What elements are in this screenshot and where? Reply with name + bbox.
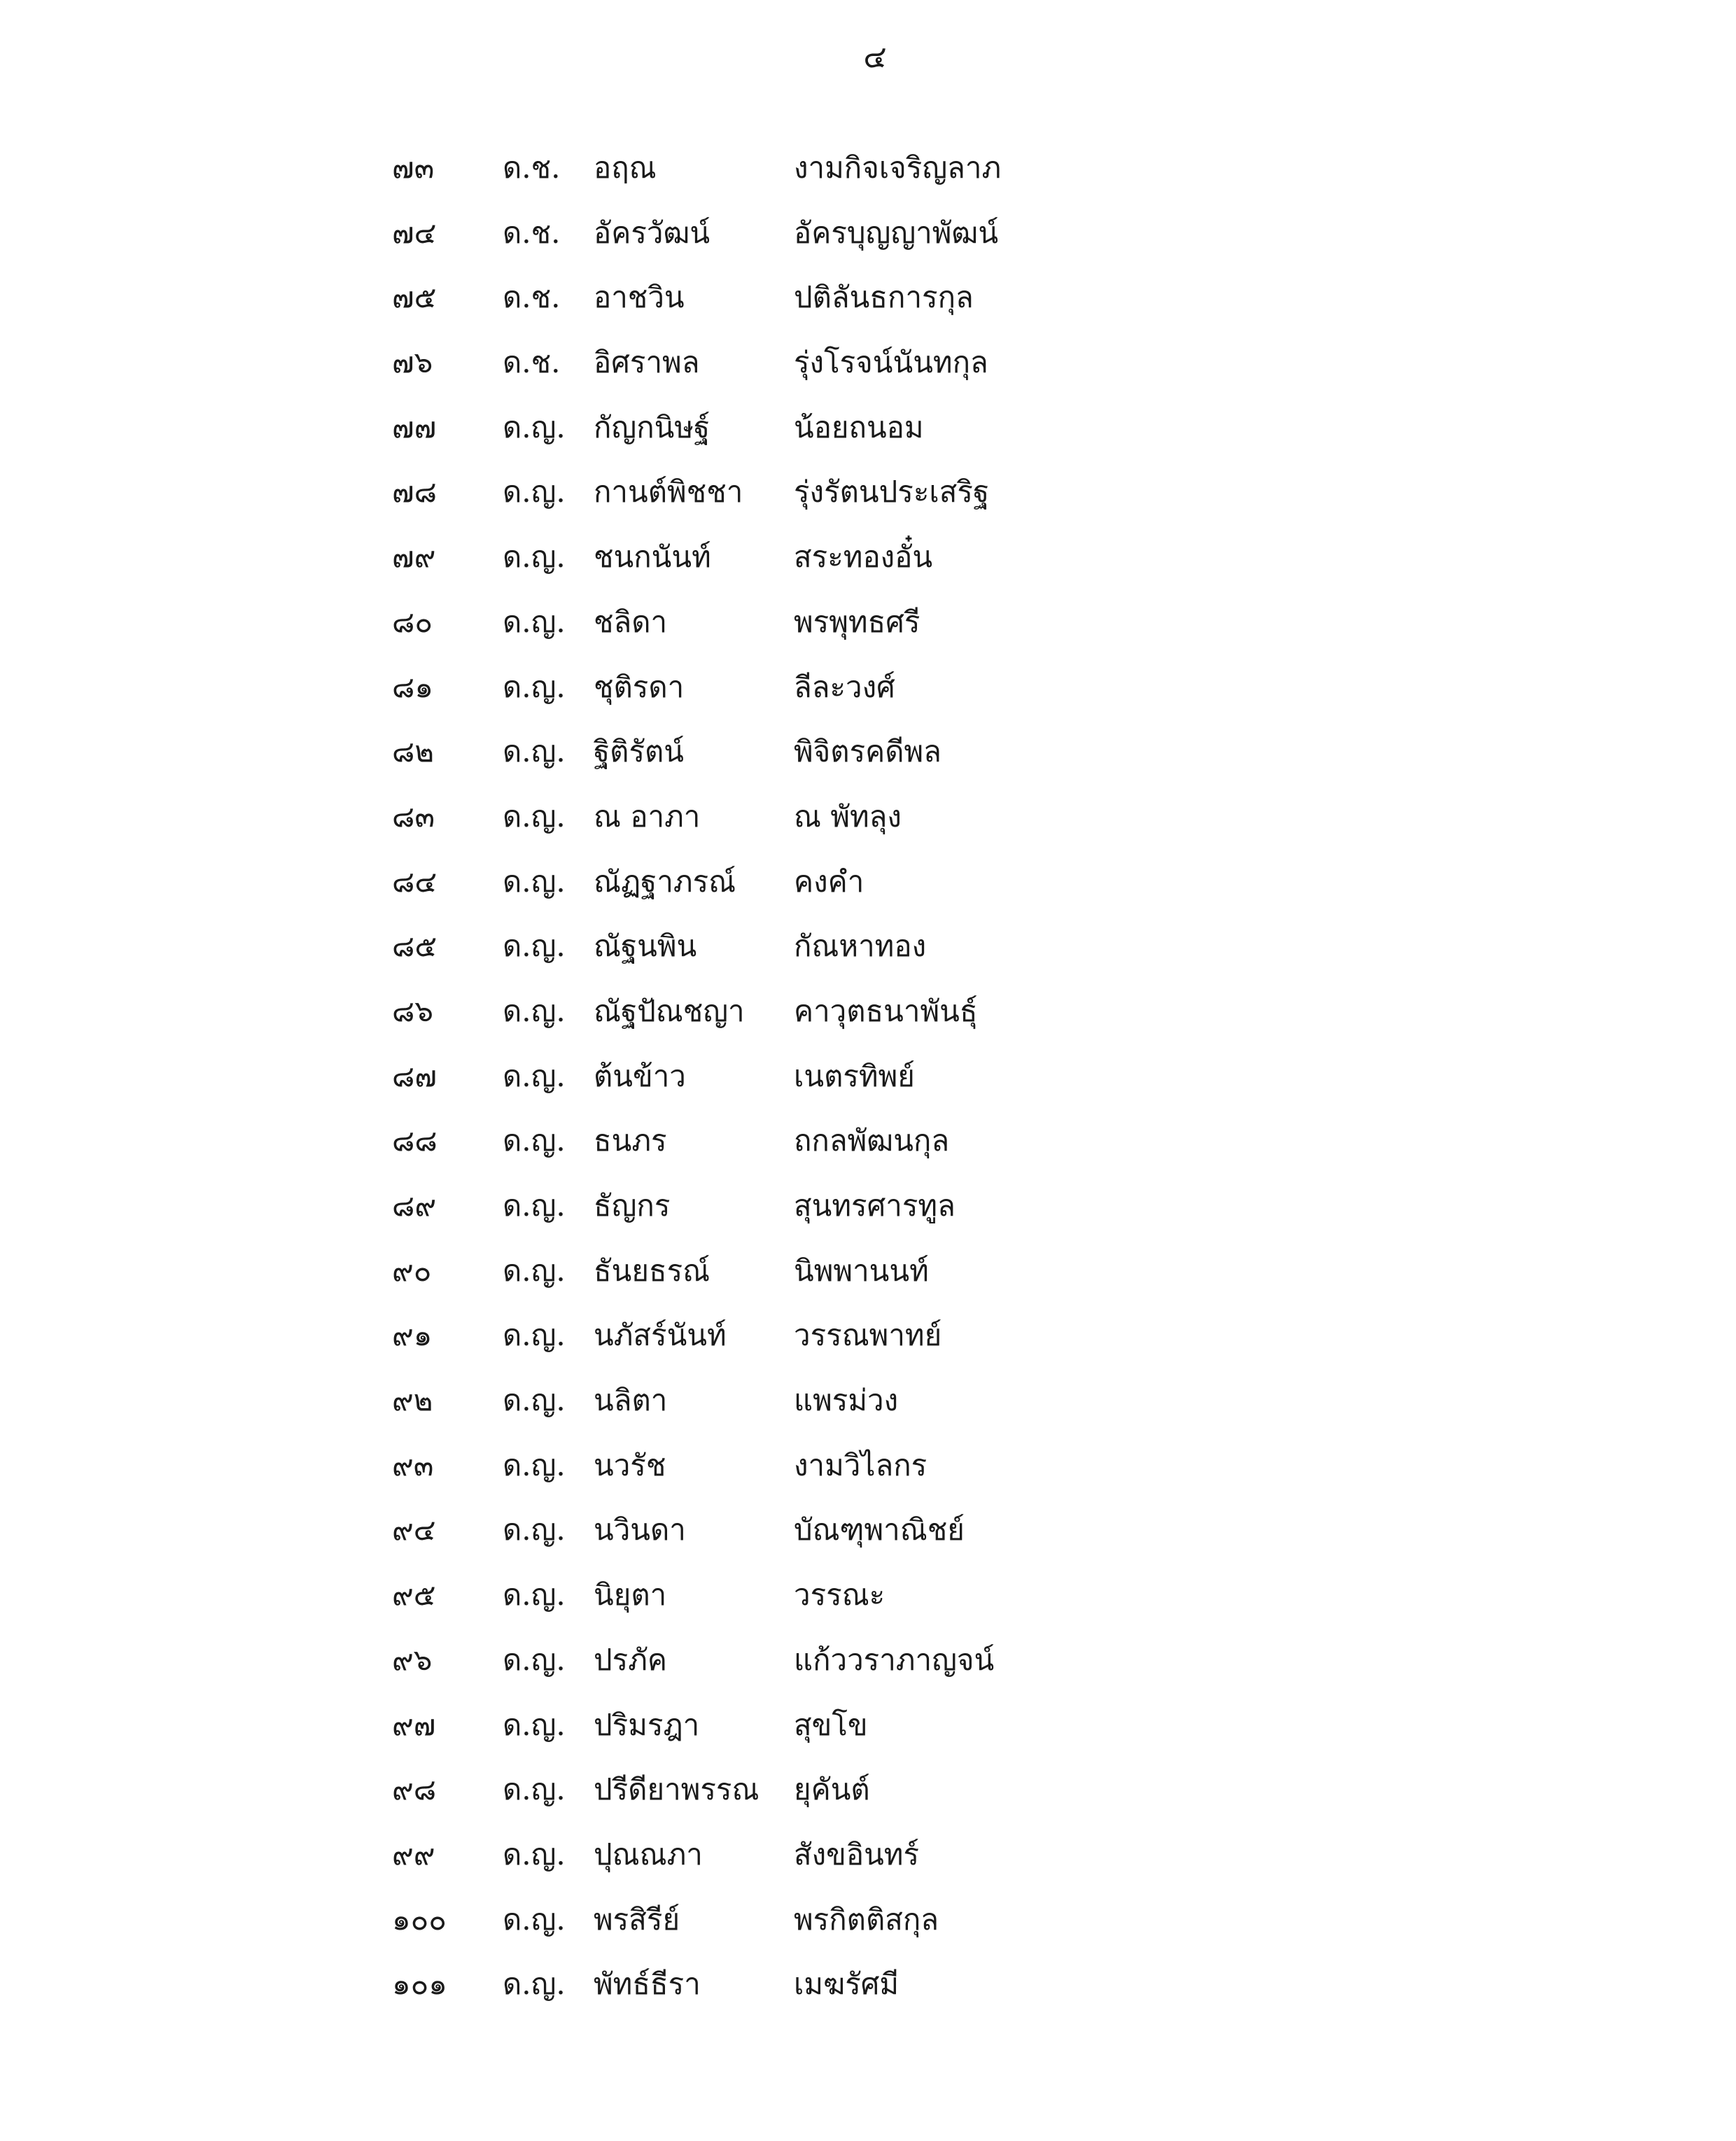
first-name: กัญกนิษฐ์ [594,409,710,444]
roster-row [0,1571,1736,1636]
student-roster [0,143,1736,2025]
row-number: ๗๙ [392,540,436,575]
row-number: ๙๒ [392,1383,433,1418]
first-name: พรสิรีย์ [594,1902,680,1937]
last-name: วรรณะ [794,1578,886,1613]
row-number: ๗๖ [392,345,433,380]
first-name: ณัฐปัณชญา [594,993,745,1028]
name-title: ด.ญ. [503,1447,566,1482]
name-title: ด.ญ. [503,1578,566,1613]
roster-row [0,1505,1736,1571]
last-name: บัณฑุพาณิชย์ [794,1512,965,1547]
page-number: ๔ [863,39,887,75]
roster-row [0,727,1736,792]
row-number: ๗๕ [392,280,437,315]
row-number: ๙๗ [392,1707,436,1742]
name-title: ด.ญ. [503,1188,566,1223]
name-title: ด.ญ. [503,669,566,704]
roster-row [0,273,1736,338]
roster-row [0,1765,1736,1830]
row-number: ๗๘ [392,475,437,510]
name-title: ด.ญ. [503,1123,566,1158]
first-name: อิศราพล [594,345,700,380]
row-number: ๙๕ [392,1578,436,1613]
last-name: งามกิจเจริญลาภ [794,150,1002,185]
row-number: ๘๗ [392,1058,437,1093]
row-number: ๘๐ [392,604,433,639]
first-name: ต้นข้าว [594,1058,686,1093]
first-name: พัทธ์ธีรา [594,1967,701,2002]
name-title: ด.ญ. [503,540,566,575]
roster-row [0,1441,1736,1506]
row-number: ๘๒ [392,734,435,769]
first-name: ปรภัค [594,1642,667,1677]
first-name: อาชวิน [594,280,685,315]
name-title: ด.ญ. [503,1967,566,2002]
row-number: ๗๗ [392,409,437,444]
name-title: ด.ญ. [503,993,566,1028]
last-name: คงคำ [794,864,864,899]
last-name: ถกลพัฒนกุล [794,1123,950,1158]
roster-row [0,1116,1736,1181]
last-name: พิจิตรคดีพล [794,734,941,769]
name-title: ด.ญ. [503,1058,566,1093]
first-name: นวรัช [594,1447,666,1482]
first-name: กานต์พิชชา [594,475,743,510]
row-number: ๙๑ [392,1318,433,1353]
first-name: นิยุตา [594,1578,667,1613]
first-name: อฤณ [594,150,657,185]
last-name: ปติลันธการกุล [794,280,974,315]
roster-row [0,1895,1736,1960]
row-number: ๙๘ [392,1772,437,1807]
row-number: ๗๔ [392,215,437,250]
name-title: ด.ญ. [503,1383,566,1418]
last-name: ณ พัทลุง [794,799,902,834]
roster-row [0,922,1736,987]
first-name: ธัญกร [594,1188,671,1223]
row-number: ๙๐ [392,1253,432,1288]
last-name: เมฆรัศมี [794,1967,899,2002]
last-name: พรพุทธศรี [794,604,920,639]
first-name: ปรีดียาพรรณ [594,1772,760,1807]
roster-row [0,1181,1736,1247]
roster-row [0,1052,1736,1117]
name-title: ด.ช. [503,280,561,315]
first-name: นภัสร์นันท์ [594,1318,727,1353]
name-title: ด.ญ. [503,1642,566,1677]
first-name: ธันยธรณ์ [594,1253,710,1288]
name-title: ด.ญ. [503,475,566,510]
last-name: ยุคันต์ [794,1772,870,1807]
first-name: ชนกนันท์ [594,540,711,575]
first-name: นวินดา [594,1512,686,1547]
first-name: อัครวัฒน์ [594,215,710,250]
roster-row [0,987,1736,1052]
last-name: สุนทรศารทูล [794,1188,955,1223]
first-name: ชุติรดา [594,669,685,704]
last-name: รุ่งรัตนประเสริฐ [794,475,990,510]
row-number: ๘๖ [392,993,434,1028]
name-title: ด.ญ. [503,1837,566,1872]
row-number: ๑๐๑ [392,1967,447,2002]
name-title: ด.ญ. [503,604,566,639]
name-title: ด.ญ. [503,1512,566,1547]
roster-row [0,663,1736,728]
roster-row [0,338,1736,403]
last-name: งามวิไลกร [794,1447,927,1482]
row-number: ๗๓ [392,150,435,185]
last-name: กัณหาทอง [794,929,927,964]
name-title: ด.ช. [503,345,561,380]
roster-row [0,1830,1736,1895]
name-title: ด.ญ. [503,1772,566,1807]
roster-row [0,403,1736,468]
row-number: ๑๐๐ [392,1902,447,1937]
name-title: ด.ช. [503,215,561,250]
name-title: ด.ญ. [503,409,566,444]
first-name: ชลิดา [594,604,668,639]
last-name: อัครบุญญาพัฒน์ [794,215,999,250]
last-name: ลีละวงศ์ [794,669,895,704]
name-title: ด.ญ. [503,864,566,899]
row-number: ๙๔ [392,1512,436,1547]
first-name: ณัฏฐาภรณ์ [594,864,736,899]
roster-row [0,1311,1736,1376]
name-title: ด.ญ. [503,1902,566,1937]
roster-row [0,1636,1736,1701]
first-name: ปริมรฎา [594,1707,700,1742]
first-name: ณ อาภา [594,799,701,834]
roster-row [0,792,1736,857]
row-number: ๘๑ [392,669,434,704]
row-number: ๘๕ [392,929,438,964]
roster-row [0,533,1736,598]
name-title: ด.ญ. [503,799,566,834]
roster-row [0,1247,1736,1312]
roster-row [0,143,1736,209]
first-name: ฐิติรัตน์ [594,734,684,769]
last-name: น้อยถนอม [794,409,924,444]
last-name: วรรณพาทย์ [794,1318,942,1353]
roster-row [0,1701,1736,1766]
last-name: สุขโข [794,1707,868,1742]
name-title: ด.ญ. [503,1707,566,1742]
last-name: รุ่งโรจน์นันทกุล [794,345,988,380]
roster-row [0,1960,1736,2025]
last-name: พรกิตติสกุล [794,1902,939,1937]
first-name: นลิตา [594,1383,668,1418]
name-title: ด.ญ. [503,929,566,964]
last-name: แก้ววราภาญจน์ [794,1642,995,1677]
roster-row [0,598,1736,663]
row-number: ๘๘ [392,1123,438,1158]
last-name: แพรม่วง [794,1383,899,1418]
name-title: ด.ญ. [503,734,566,769]
first-name: ธนภร [594,1123,667,1158]
row-number: ๙๓ [392,1447,434,1482]
roster-row [0,1376,1736,1441]
first-name: ปุณณภา [594,1837,703,1872]
last-name: สังขอินทร์ [794,1837,920,1872]
name-title: ด.ช. [503,150,561,185]
roster-row [0,209,1736,274]
row-number: ๘๔ [392,864,438,899]
first-name: ณัฐนพิน [594,929,697,964]
last-name: เนตรทิพย์ [794,1058,915,1093]
last-name: สระทองอั๋น [794,540,933,575]
row-number: ๘๓ [392,799,435,834]
row-number: ๘๙ [392,1188,437,1223]
row-number: ๙๖ [392,1642,433,1677]
last-name: คาวุตธนาพันธุ์ [794,993,978,1028]
name-title: ด.ญ. [503,1318,566,1353]
row-number: ๙๙ [392,1837,435,1872]
last-name: นิพพานนท์ [794,1253,929,1288]
roster-row [0,857,1736,922]
roster-row [0,468,1736,533]
name-title: ด.ญ. [503,1253,566,1288]
